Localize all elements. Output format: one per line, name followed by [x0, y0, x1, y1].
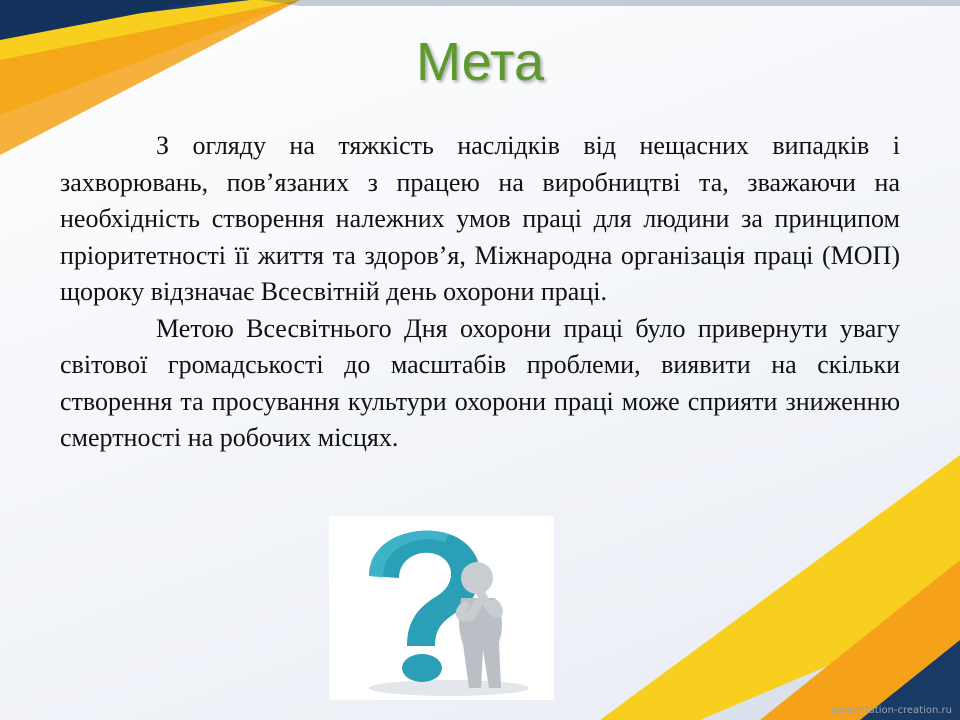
paragraph-2: Метою Всесвітнього Дня охорони праці було привернути увагу світової громадськості до масштабів проблеми, виявити на скільки створення та просування культури охорони праці може сприяти зниженню смертності на робочих місцях. — [60, 313, 900, 452]
watermark: presentation-creation.ru — [830, 705, 952, 716]
top-line — [260, 0, 960, 6]
slide-body-text — [60, 128, 900, 457]
question-mark-thinking-person-icon — [329, 516, 554, 700]
paragraph-1: З огляду на тяжкість наслідків від нещасних випадків і захворювань, пов’язаних з працею на виробництві та, зважаючи на необхідність створення належних умов праці для людини за принципом пріоритетності її життя та здоров’я, Міжнародна організація праці (МОП) щороку відзначає Всесвітній день охорони праці. — [60, 131, 900, 306]
slide-title: Мета — [416, 32, 544, 92]
